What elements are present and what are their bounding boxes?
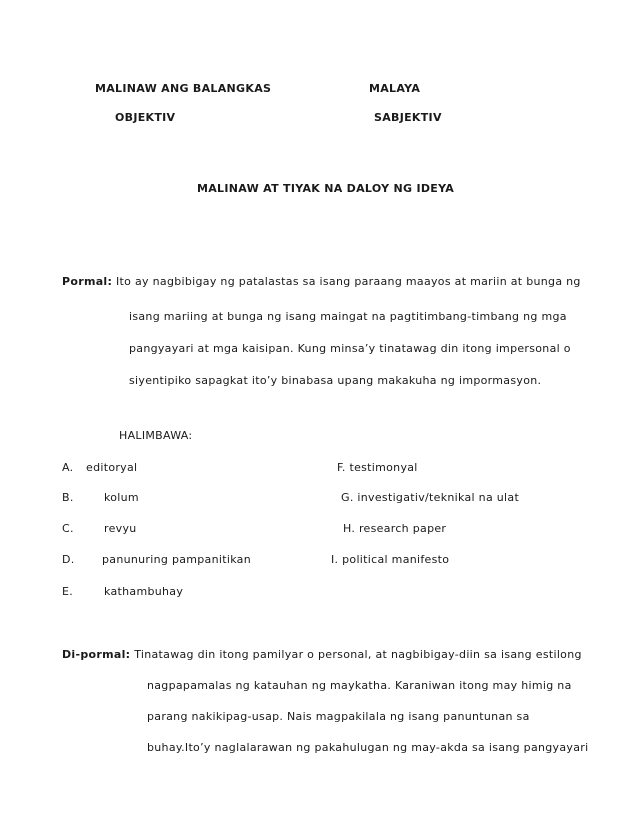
dipormal-line-2: nagpapamalas ng katauhan ng maykatha. Karaniwan itong may himig na (147, 679, 572, 692)
example-b-text: kolum (104, 491, 139, 504)
header-left-bottom: OBJEKTIV (115, 111, 176, 124)
dipormal-line-3: parang nakikipag-usap. Nais magpakilala ng isang panuntunan sa (147, 710, 530, 723)
header-right-top: MALAYA (369, 82, 421, 95)
pormal-line-1 (62, 275, 581, 288)
example-e-letter: E. (62, 585, 74, 598)
pormal-text: Ito ay nagbibigay ng patalastas sa isang paraang maayos at mariin at bunga ng (116, 275, 581, 288)
pormal-line-4: siyentipiko sapagkat ito’y binabasa upang makakuha ng impormasyon. (129, 374, 542, 387)
example-a-letter: A. (62, 461, 74, 474)
example-e-text: kathambuhay (104, 585, 184, 598)
example-f-text: F. testimonyal (337, 461, 418, 474)
example-b-letter: B. (62, 491, 74, 504)
dipormal-line-1 (62, 648, 582, 661)
example-c-text: revyu (104, 522, 137, 535)
example-d-text: panunuring pampanitikan (102, 553, 251, 566)
example-d-letter: D. (62, 553, 75, 566)
example-i-text: I. political manifesto (331, 553, 450, 566)
example-h-text: H. research paper (343, 522, 447, 535)
dipormal-term: Di-pormal: (62, 648, 131, 661)
center-title: MALINAW AT TIYAK NA DALOY NG IDEYA (197, 182, 455, 195)
header-right-bottom: SABJEKTIV (374, 111, 442, 124)
header-left-top: MALINAW ANG BALANGKAS (95, 82, 272, 95)
dipormal-line-4: buhay.Ito’y naglalarawan ng pakahulugan ng may-akda sa isang pangyayari (147, 741, 589, 754)
pormal-line-3: pangyayari at mga kaisipan. Kung minsa’y tinatawag din itong impersonal o (129, 342, 571, 355)
examples-heading: HALIMBAWA: (119, 429, 193, 442)
pormal-line-2: isang mariing at bunga ng isang maingat na pagtitimbang-timbang ng mga (129, 310, 567, 323)
example-g-text: G. investigativ/teknikal na ulat (341, 491, 520, 504)
dipormal-text: Tinatawag din itong pamilyar o personal, at nagbibigay-diin sa isang estilong (134, 648, 582, 661)
example-a-text: editoryal (86, 461, 138, 474)
pormal-term: Pormal: (62, 275, 113, 288)
example-c-letter: C. (62, 522, 74, 535)
